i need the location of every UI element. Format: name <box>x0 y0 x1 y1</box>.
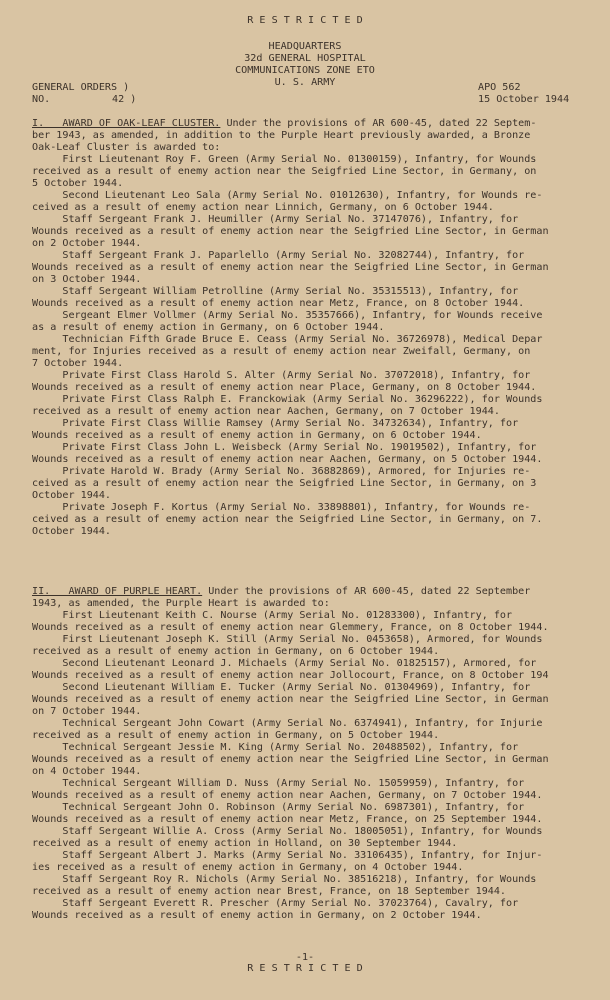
body-text-line: Staff Sergeant Frank J. Heumiller (Army Serial No. 37147076), Infantry, for <box>32 214 519 225</box>
body-text-line: October 1944. <box>32 526 112 537</box>
body-text-line: Wounds received as a result of enemy action near the Seigfried Line Sector, in German <box>32 694 549 705</box>
body-text-line: Wounds received as a result of enemy action near Metz, France, on 8 October 1944. <box>32 298 525 309</box>
body-text-line: Private Joseph F. Kortus (Army Serial No. 33898801), Infantry, for Wounds re- <box>32 502 531 513</box>
body-text-line: October 1944. <box>32 490 112 501</box>
body-text-line: on 7 October 1944. <box>32 706 142 717</box>
body-text-line: 1943, as amended, the Purple Heart is awarded to: <box>32 598 330 609</box>
body-text-line: Wounds received as a result of enemy action near Jollocourt, France, on 8 October 194 <box>32 670 549 681</box>
body-text-line: Technical Sergeant John O. Robinson (Army Serial No. 6987301), Infantry, for <box>32 802 525 813</box>
body-text-line: First Lieutenant Joseph K. Still (Army Serial No. 0453658), Armored, for Wounds <box>32 634 543 645</box>
classification-bottom: R E S T R I C T E D <box>247 963 363 974</box>
body-text-line: Wounds received as a result of enemy action near Place, Germany, on 8 October 1944. <box>32 382 537 393</box>
body-text-line: 5 October 1944. <box>32 178 124 189</box>
body-text-line: Wounds received as a result of enemy action near Metz, France, on 25 September 1944. <box>32 814 543 825</box>
body-text-line: Technician Fifth Grade Bruce E. Ceass (Army Serial No. 36726978), Medical Depar <box>32 334 543 345</box>
body-text-line: ies received as a result of enemy action in Germany, on 4 October 1944. <box>32 862 464 873</box>
section-intro-text: Under the provisions of AR 600-45, dated 22 September <box>202 586 531 597</box>
body-text-line: Technical Sergeant Jessie M. King (Army Serial No. 20488502), Infantry, for <box>32 742 519 753</box>
body-text-line: Oak-Leaf Cluster is awarded to: <box>32 142 221 153</box>
section-heading: I. AWARD OF OAK-LEAF CLUSTER. <box>32 118 221 129</box>
body-text-line: ceived as a result of enemy action near the Seigfried Line Sector, in Germany, on 7. <box>32 514 543 525</box>
body-text-line: Sergeant Elmer Vollmer (Army Serial No. 35357666), Infantry, for Wounds receive <box>32 310 543 321</box>
body-text-line: 7 October 1944. <box>32 358 124 369</box>
body-text-line: Wounds received as a result of enemy action near Aachen, Germany, on 5 October 1944. <box>32 454 543 465</box>
body-text-line: Staff Sergeant Everett R. Prescher (Army Serial No. 37023764), Cavalry, for <box>32 898 519 909</box>
body-text-line: Staff Sergeant Frank J. Paparlello (Army Serial No. 32082744), Infantry, for <box>32 250 525 261</box>
unit-name: 32d GENERAL HOSPITAL <box>244 53 366 64</box>
body-text-line: on 2 October 1944. <box>32 238 142 249</box>
body-text-line: Wounds received as a result of enemy action in Germany, on 6 October 1944. <box>32 430 482 441</box>
body-text-line: Wounds received as a result of enemy action near the Seigfried Line Sector, in German <box>32 754 549 765</box>
hq-title: HEADQUARTERS <box>268 41 342 52</box>
body-text-line: Second Lieutenant William E. Tucker (Army Serial No. 01304969), Infantry, for <box>32 682 531 693</box>
body-text-line: received as a result of enemy action in Holland, on 30 September 1944. <box>32 838 458 849</box>
page-number: -1- <box>295 952 315 963</box>
zone-name: COMMUNICATIONS ZONE ETO <box>235 65 375 76</box>
body-text-line: Private First Class Harold S. Alter (Army Serial No. 37072018), Infantry, for <box>32 370 531 381</box>
general-orders-label: GENERAL ORDERS ) <box>32 82 130 93</box>
body-text-line: Wounds received as a result of enemy action in Germany, on 2 October 1944. <box>32 910 482 921</box>
body-text-line: Private Harold W. Brady (Army Serial No. 36882869), Armored, for Injuries re- <box>32 466 531 477</box>
apo-number: APO 562 <box>478 82 521 93</box>
body-text-line: First Lieutenant Keith C. Nourse (Army Serial No. 01283300), Infantry, for <box>32 610 513 621</box>
body-text-line: on 3 October 1944. <box>32 274 142 285</box>
body-text-line: ment, for Injuries received as a result of enemy action near Zweifall, Germany, on <box>32 346 531 357</box>
body-text-line: Staff Sergeant William Petrolline (Army Serial No. 35315513), Infantry, for <box>32 286 519 297</box>
body-text-line: Technical Sergeant John Cowart (Army Serial No. 6374941), Infantry, for Injurie <box>32 718 543 729</box>
body-text-line: Staff Sergeant Willie A. Cross (Army Serial No. 18005051), Infantry, for Wounds <box>32 826 543 837</box>
body-text-line: Wounds received as a result of enemy action near the Seigfried Line Sector, in German <box>32 226 549 237</box>
orders-no-label: NO. <box>32 94 51 105</box>
body-text-line: on 4 October 1944. <box>32 766 142 777</box>
body-text-line: Staff Sergeant Albert J. Marks (Army Serial No. 33106435), Infantry, for Injur- <box>32 850 543 861</box>
body-text-line: Wounds received as a result of enemy action near Aachen, Germany, on 7 October 1944. <box>32 790 543 801</box>
body-text-line: Wounds received as a result of enemy action near Glemmery, France, on 8 October 1944. <box>32 622 549 633</box>
section-heading-line <box>32 586 530 598</box>
body-text-line: ber 1943, as amended, in addition to the Purple Heart previously awarded, a Bronze <box>32 130 531 141</box>
body-text-line: ceived as a result of enemy action near the Seigfried Line Sector, in Germany, on 3 <box>32 478 537 489</box>
section-heading-line <box>32 118 536 130</box>
body-text-line: received as a result of enemy action near Brest, France, on 18 September 1944. <box>32 886 507 897</box>
army-name: U. S. ARMY <box>274 77 336 88</box>
section-heading: II. AWARD OF PURPLE HEART. <box>32 586 203 597</box>
body-text-line: Private First Class Ralph E. Franckowiak (Army Serial No. 36296222), for Wounds <box>32 394 543 405</box>
body-text-line: as a result of enemy action in Germany, on 6 October 1944. <box>32 322 385 333</box>
body-text-line: ceived as a result of enemy action near Linnich, Germany, on 6 October 1944. <box>32 202 494 213</box>
body-text-line: Second Lieutenant Leo Sala (Army Serial No. 01012630), Infantry, for Wounds re- <box>32 190 543 201</box>
body-text-line: Wounds received as a result of enemy action near the Seigfried Line Sector, in German <box>32 262 549 273</box>
order-date: 15 October 1944 <box>478 94 570 105</box>
body-text-line: received as a result of enemy action near the Seigfried Line Sector, in Germany, on <box>32 166 537 177</box>
body-text-line: received as a result of enemy action in Germany, on 6 October 1944. <box>32 646 440 657</box>
body-text-line: Technical Sergeant William D. Nuss (Army Serial No. 15059959), Infantry, for <box>32 778 525 789</box>
body-text-line: Second Lieutenant Leonard J. Michaels (Army Serial No. 01825157), Armored, for <box>32 658 537 669</box>
classification-top: R E S T R I C T E D <box>247 15 363 26</box>
body-text-line: received as a result of enemy action in Germany, on 5 October 1944. <box>32 730 440 741</box>
section-intro-text: Under the provisions of AR 600-45, dated 22 Septem- <box>220 118 537 129</box>
orders-no-value: 42 ) <box>112 94 137 105</box>
body-text-line: Private First Class John L. Weisbeck (Army Serial No. 19019502), Infantry, for <box>32 442 537 453</box>
body-text-line: First Lieutenant Roy F. Green (Army Serial No. 01300159), Infantry, for Wounds <box>32 154 537 165</box>
body-text-line: Private First Class Willie Ramsey (Army Serial No. 34732634), Infantry, for <box>32 418 519 429</box>
body-text-line: received as a result of enemy action near Aachen, Germany, on 7 October 1944. <box>32 406 500 417</box>
body-text-line: Staff Sergeant Roy R. Nichols (Army Serial No. 38516218), Infantry, for Wounds <box>32 874 537 885</box>
